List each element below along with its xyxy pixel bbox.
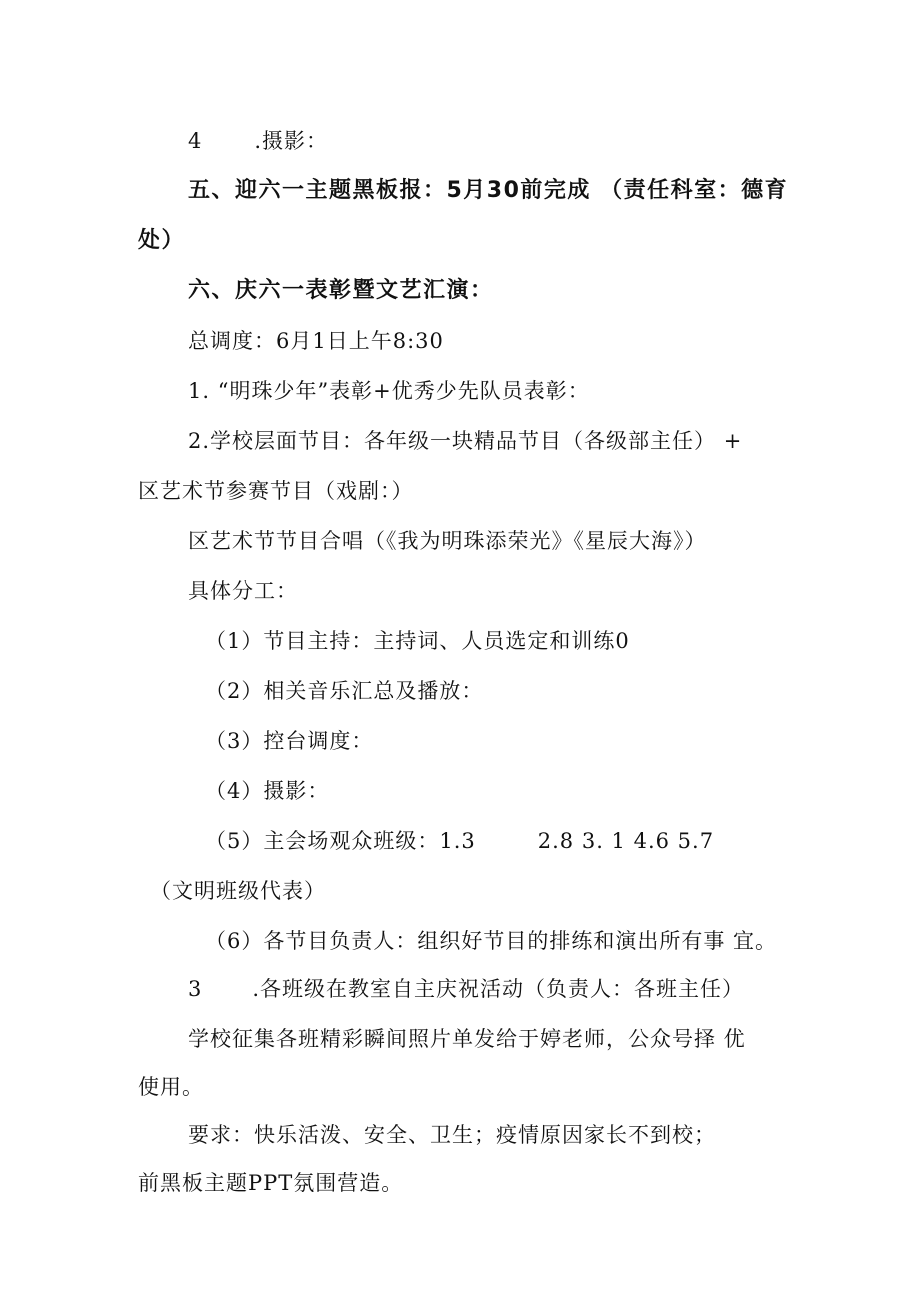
paragraph-chorus: 区艺术节节目合唱（《我为明珠添荣光》《星辰大海》） — [188, 529, 707, 553]
item-number: 3 — [188, 977, 203, 1001]
sub-item-2: （2）相关音乐汇总及播放： — [205, 679, 484, 703]
list-item-4-photography — [188, 127, 328, 155]
item-number: 4 — [188, 129, 203, 153]
paragraph-photos: 学校征集各班精彩瞬间照片单发给于婷老师，公众号择 优 — [188, 1027, 746, 1051]
paragraph-blackboard: 前黑板主题PPT氛围营造。 — [138, 1171, 404, 1195]
sub-item-1: （1）节目主持：主持词、人员选定和训练0 — [205, 629, 630, 653]
item-text: .摄影： — [254, 129, 329, 153]
section-heading-6: 六、庆六一表彰暨文艺汇演： — [188, 278, 494, 303]
item-text: .各班级在教室自主庆祝活动（负责人：各班主任） — [252, 977, 745, 1001]
paragraph-schedule: 总调度：6月1日上午8:30 — [188, 329, 444, 353]
sub-item-5 — [205, 827, 714, 855]
paragraph-division: 具体分工： — [188, 579, 298, 603]
sub-item-5-cont: （文明班级代表） — [150, 879, 326, 903]
sub-item-4: （4）摄影： — [205, 779, 330, 803]
paragraph-item-2-cont: 区艺术节参赛节目（戏剧：） — [138, 479, 414, 503]
paragraph-item-1: 1. “明珠少年”表彰+优秀少先队员表彰： — [188, 379, 590, 403]
section-heading-5: 五、迎六一主题黑板报：5月30前完成 （责任科室：德育 — [188, 178, 789, 203]
paragraph-item-3 — [188, 975, 744, 1003]
sub-item-6: （6）各节目负责人：组织好节目的排练和演出所有事 宜。 — [205, 929, 778, 953]
sub-item-5-classes: 2.8 3. 1 4.6 5.7 — [537, 829, 715, 853]
sub-item-5-main: （5）主会场观众班级：1.3 — [205, 829, 476, 853]
sub-item-3: （3）控台调度： — [205, 729, 374, 753]
paragraph-requirements: 要求：快乐活泼、安全、卫生；疫情原因家长不到校； — [188, 1123, 716, 1147]
section-heading-5-cont: 处） — [138, 228, 186, 253]
paragraph-item-2: 2.学校层面节目：各年级一块精品节目（各级部主任） + — [188, 429, 743, 453]
paragraph-photos-cont: 使用。 — [138, 1075, 204, 1099]
